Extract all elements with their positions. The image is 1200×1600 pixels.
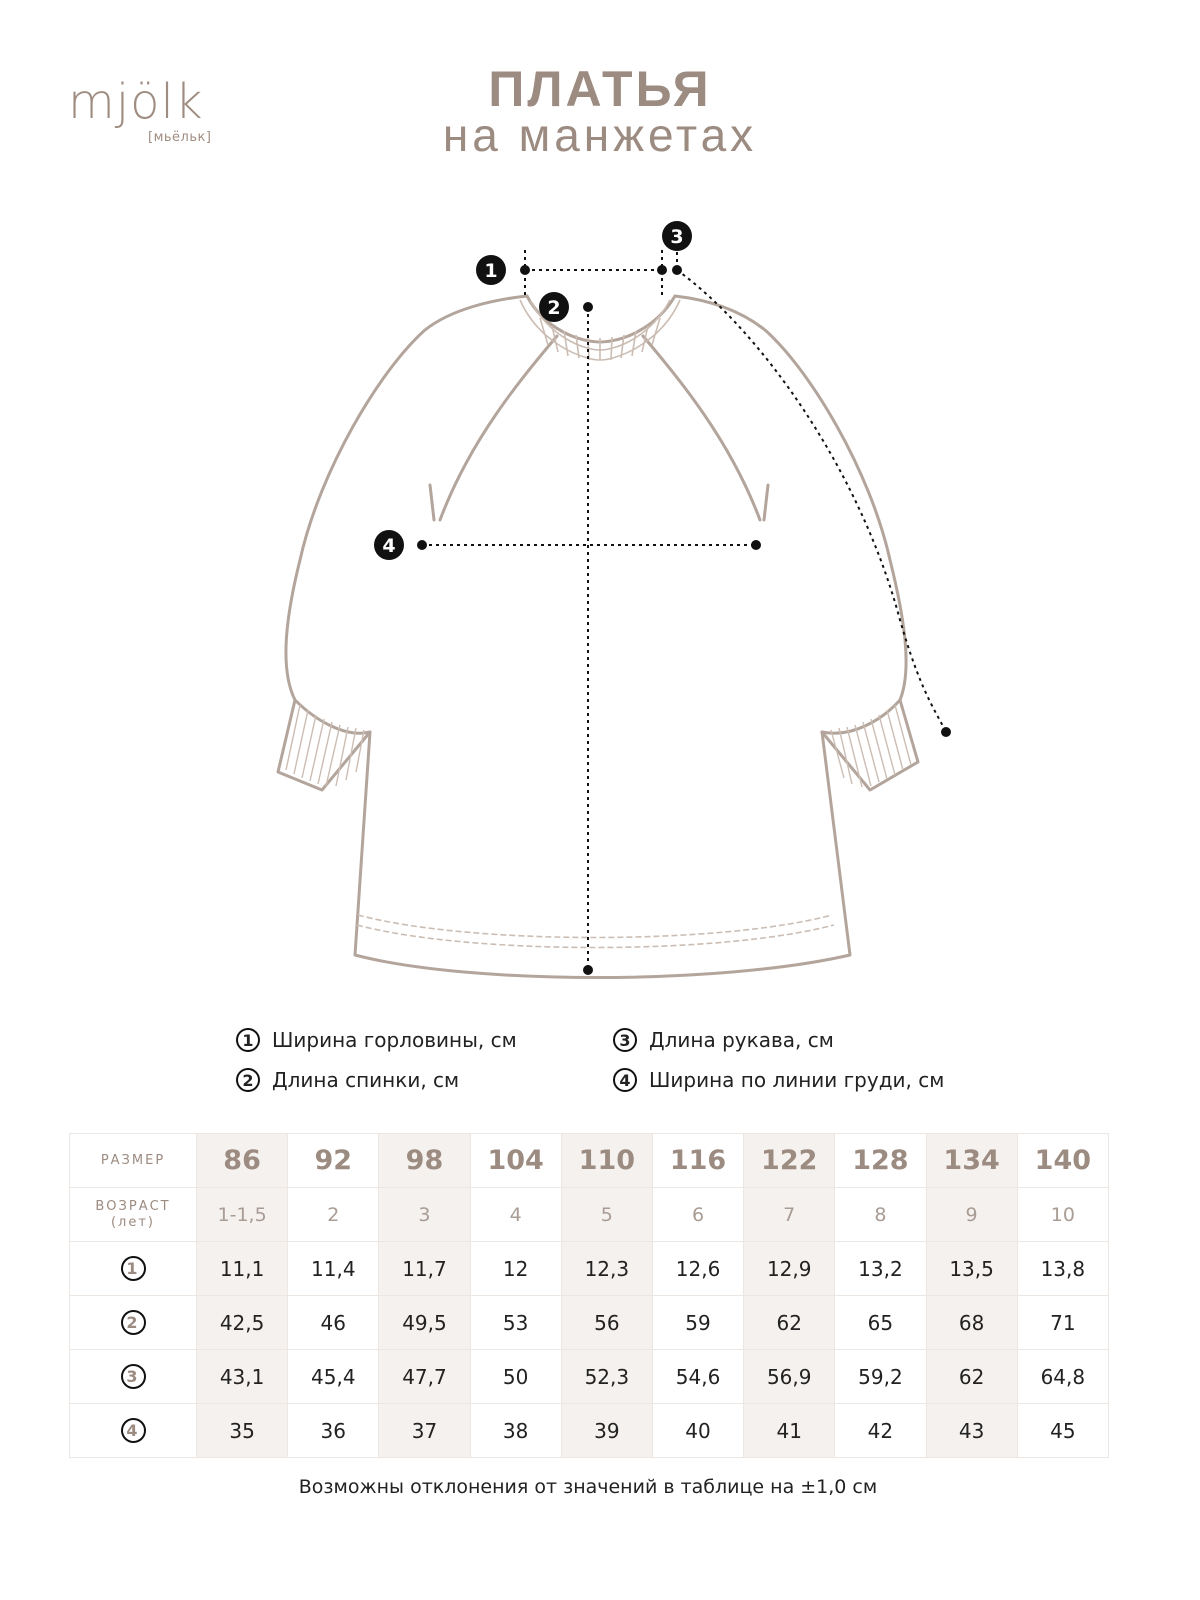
measure-dot: [657, 265, 667, 275]
dart-left: [430, 485, 434, 520]
measure-dot: [417, 540, 427, 550]
legend-label: Длина рукава, см: [649, 1028, 834, 1052]
footnote: Возможны отклонения от значений в таблице на ±1,0 см: [298, 1476, 878, 1498]
value-cell: 43,1: [197, 1350, 288, 1404]
value-cell: 42: [835, 1404, 926, 1458]
svg-text:2: 2: [547, 297, 561, 319]
value-cell: 46: [288, 1296, 379, 1350]
age-cell: 10: [1017, 1188, 1108, 1242]
legend-badge: 1: [236, 1028, 260, 1052]
value-cell: 42,5: [197, 1296, 288, 1350]
svg-text:4: 4: [382, 535, 396, 557]
value-cell: 56,9: [744, 1350, 835, 1404]
value-cell: 37: [379, 1404, 470, 1458]
legend-label: Ширина по линии груди, см: [649, 1068, 945, 1092]
table-row-ages: [70, 1188, 1109, 1242]
brand-logo-text: mjölk: [68, 74, 204, 130]
value-cell: 62: [744, 1296, 835, 1350]
value-cell: 54,6: [652, 1350, 743, 1404]
value-cell: 38: [470, 1404, 561, 1458]
value-cell: 64,8: [1017, 1350, 1108, 1404]
size-cell: 104: [470, 1134, 561, 1188]
value-cell: 35: [197, 1404, 288, 1458]
value-cell: 59: [652, 1296, 743, 1350]
value-cell: 39: [561, 1404, 652, 1458]
size-cell: 110: [561, 1134, 652, 1188]
value-cell: 45,4: [288, 1350, 379, 1404]
value-cell: 65: [835, 1296, 926, 1350]
value-cell: 56: [561, 1296, 652, 1350]
table-row-measure-1: [70, 1242, 1109, 1296]
size-cell: 134: [926, 1134, 1017, 1188]
value-cell: 13,2: [835, 1242, 926, 1296]
row-header: [70, 1242, 197, 1296]
legend-badge: 4: [613, 1068, 637, 1092]
value-cell: 40: [652, 1404, 743, 1458]
age-cell: 1-1,5: [197, 1188, 288, 1242]
raglan-right: [643, 336, 760, 520]
value-cell: 11,4: [288, 1242, 379, 1296]
age-header: [70, 1188, 197, 1242]
row-badge: 2: [121, 1310, 146, 1335]
raglan-left: [440, 336, 557, 520]
size-table: [69, 1133, 1109, 1458]
measure-dot: [520, 265, 530, 275]
age-cell: 3: [379, 1188, 470, 1242]
table-row-sizes: [70, 1134, 1109, 1188]
measure-dot: [583, 965, 593, 975]
age-cell: 6: [652, 1188, 743, 1242]
legend-item-4: [613, 1068, 944, 1092]
value-cell: 71: [1017, 1296, 1108, 1350]
value-cell: 47,7: [379, 1350, 470, 1404]
value-cell: 11,7: [379, 1242, 470, 1296]
legend-item-1: [236, 1028, 517, 1052]
row-header: [70, 1404, 197, 1458]
measure-dot: [583, 302, 593, 312]
value-cell: 49,5: [379, 1296, 470, 1350]
svg-text:3: 3: [670, 226, 684, 248]
size-cell: 92: [288, 1134, 379, 1188]
size-header: РАЗМЕР: [70, 1134, 197, 1188]
value-cell: 59,2: [835, 1350, 926, 1404]
age-cell: 8: [835, 1188, 926, 1242]
value-cell: 43: [926, 1404, 1017, 1458]
value-cell: 12: [470, 1242, 561, 1296]
age-cell: 4: [470, 1188, 561, 1242]
marker-3: [662, 221, 692, 251]
legend-badge: 2: [236, 1068, 260, 1092]
hem-stitching: [357, 915, 834, 948]
page-title: ПЛАТЬЯ: [488, 61, 712, 117]
row-badge: 1: [121, 1256, 146, 1281]
measure-dot: [941, 727, 951, 737]
size-cell: 128: [835, 1134, 926, 1188]
value-cell: 41: [744, 1404, 835, 1458]
marker-1: [476, 255, 506, 285]
legend-label: Длина спинки, см: [272, 1068, 460, 1092]
table-row-measure-4: [70, 1404, 1109, 1458]
size-cell: 98: [379, 1134, 470, 1188]
value-cell: 45: [1017, 1404, 1108, 1458]
dress-outline: [286, 296, 906, 978]
cuff-ribs: [286, 705, 911, 787]
value-cell: 12,6: [652, 1242, 743, 1296]
marker-2: [539, 292, 569, 322]
brand-logo-sub: [мьёльк]: [148, 130, 212, 145]
value-cell: 52,3: [561, 1350, 652, 1404]
value-cell: 13,8: [1017, 1242, 1108, 1296]
age-header-label: ВОЗРАСТ: [95, 1198, 171, 1214]
legend-badge: 3: [613, 1028, 637, 1052]
value-cell: 50: [470, 1350, 561, 1404]
row-header: [70, 1296, 197, 1350]
legend-item-2: [236, 1068, 459, 1092]
value-cell: 12,9: [744, 1242, 835, 1296]
value-cell: 62: [926, 1350, 1017, 1404]
marker-4: [374, 530, 404, 560]
table-row-measure-2: [70, 1296, 1109, 1350]
size-cell: 116: [652, 1134, 743, 1188]
value-cell: 13,5: [926, 1242, 1017, 1296]
cuff-right: [822, 700, 918, 790]
measure-dot: [751, 540, 761, 550]
dart-right: [764, 485, 768, 520]
value-cell: 36: [288, 1404, 379, 1458]
row-badge: 4: [121, 1418, 146, 1443]
measure-dot: [672, 265, 682, 275]
legend-item-3: [613, 1028, 834, 1052]
value-cell: 53: [470, 1296, 561, 1350]
size-cell: 122: [744, 1134, 835, 1188]
value-cell: 12,3: [561, 1242, 652, 1296]
legend-label: Ширина горловины, см: [272, 1028, 517, 1052]
age-cell: 2: [288, 1188, 379, 1242]
age-header-unit: (лет): [110, 1214, 156, 1230]
age-cell: 7: [744, 1188, 835, 1242]
row-header: [70, 1350, 197, 1404]
age-cell: 5: [561, 1188, 652, 1242]
age-cell: 9: [926, 1188, 1017, 1242]
value-cell: 11,1: [197, 1242, 288, 1296]
row-badge: 3: [121, 1364, 146, 1389]
size-cell: 140: [1017, 1134, 1108, 1188]
svg-text:1: 1: [484, 260, 498, 282]
page-subtitle: на манжетах: [442, 109, 758, 161]
value-cell: 68: [926, 1296, 1017, 1350]
size-cell: 86: [197, 1134, 288, 1188]
table-row-measure-3: [70, 1350, 1109, 1404]
